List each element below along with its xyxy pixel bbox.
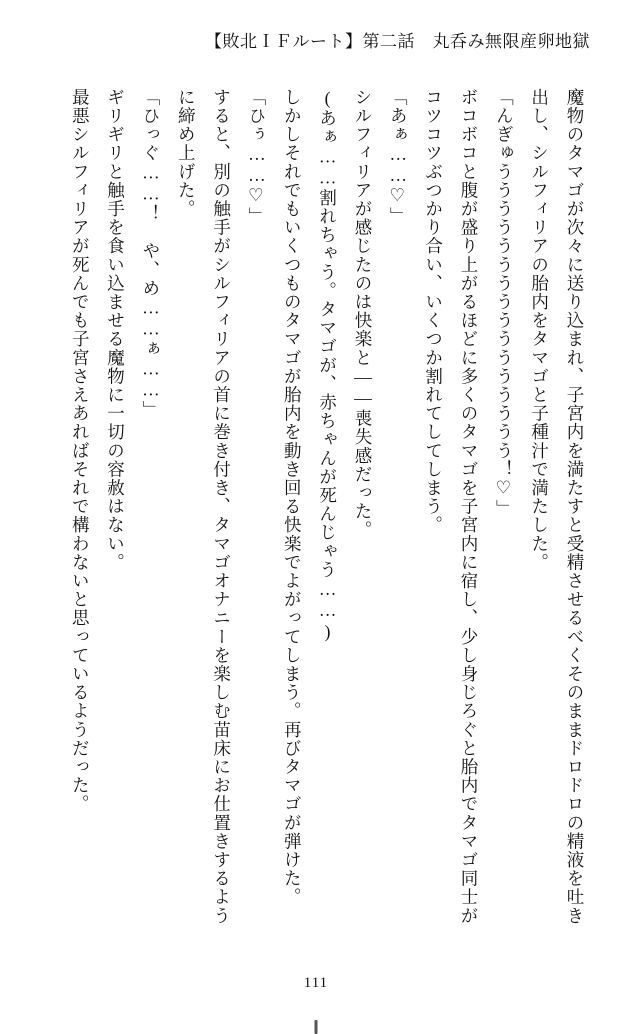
paragraph: 「ひぅ……♡」 bbox=[246, 88, 267, 226]
paragraph: 「ひっぐ……！ や、め……ぁ……」 bbox=[140, 88, 161, 420]
paragraph: 最悪シルフィリアが死んでも子宮さえあればそれで構わないと思っているようだった。 bbox=[70, 88, 91, 814]
paragraph: ボコボコと腹が盛り上がるほどに多くのタマゴを子宮内に宿し、少し身じろぐと胎内でタマゴ同士がコツコツぶつかり合い、いくつか割れてしてしまう。 bbox=[423, 88, 479, 925]
paragraph: 魔物のタマゴが次々に送り込まれ、子宮内を満たすと受精させるべくそのままドロドロの精液を吐き出し、シルフィリアの胎内をタマゴと子種汁で満たした。 bbox=[529, 88, 585, 925]
binding-mark bbox=[315, 1020, 318, 1034]
paragraph: シルフィリアが感じたのは快楽と――喪失感だった。 bbox=[352, 88, 373, 540]
paragraph: 「あぁ……♡」 bbox=[388, 88, 409, 226]
chapter-heading-text: 【敗北ＩＦルート】第二話 丸呑み無限産卵地獄 bbox=[205, 32, 590, 51]
paragraph: (あぁ……割れちゃう。タマゴが、赤ちゃんが死んじゃう……) bbox=[317, 88, 338, 643]
paragraph: しかしそれでもいくつものタマゴが胎内を動き回る快楽でよがってしまう。再びタマゴが弾けた。 bbox=[282, 88, 303, 907]
paragraph: ギリギリと触手を食い込ませる魔物に一切の容赦はない。 bbox=[105, 88, 126, 572]
chapter-heading bbox=[42, 30, 590, 54]
page-number: 111 bbox=[303, 975, 329, 991]
paragraph: 「んぎゅうううううううううううううううう！♡」 bbox=[494, 88, 515, 519]
paragraph: すると、別の触手がシルフィリアの首に巻き付き、タマゴオナニーを楽しむ苗床にお仕置きするように締め上げた。 bbox=[176, 88, 232, 925]
novel-body-text bbox=[32, 88, 592, 928]
